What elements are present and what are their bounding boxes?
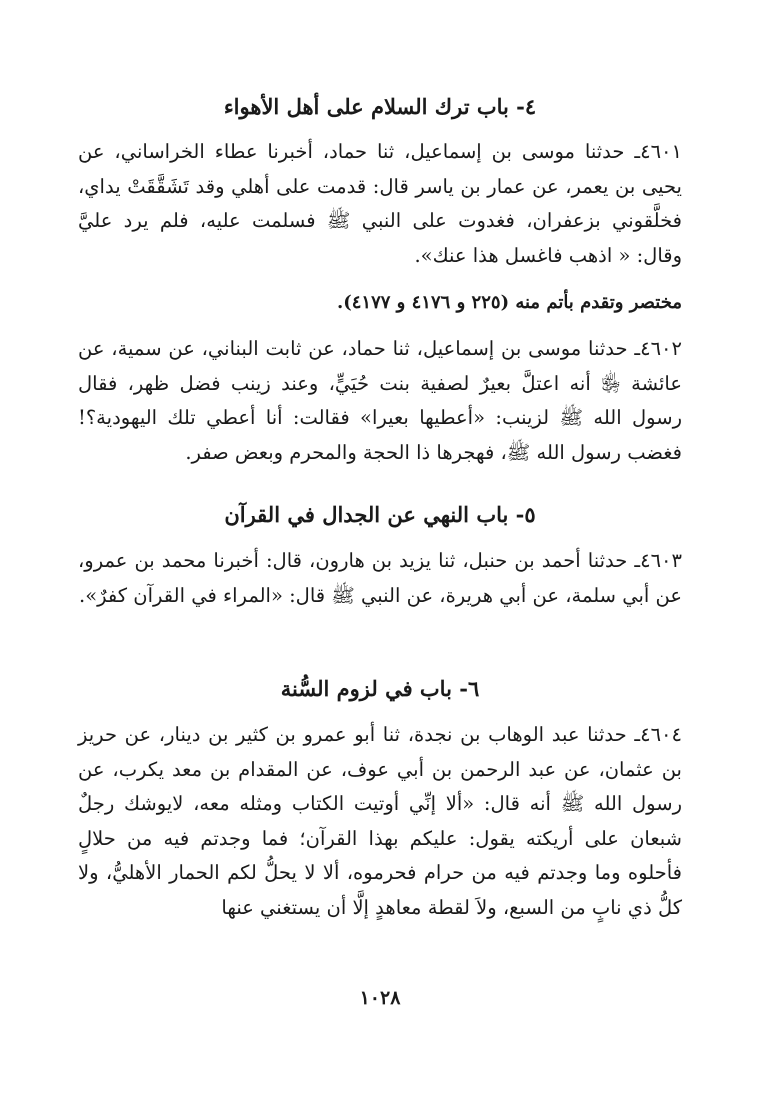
- hadith-4602: ٤٦٠٢ـ حدثنا موسى بن إسماعيل، ثنا حماد، عن ثابت البناني، عن سمية، عن عائشة ﵂ أنه اعتلَّ بعيرٌ لصفية بنت حُيَيٍّ، وعند زينب فضل ظهر، فقال رسول الله ﷺ لزينب: «أعطيها بعيرا» فقالت: أنا أعطي تلك اليهودية؟! فغضب رسول الله ﷺ، فهجرها ذا الحجة والمحرم وبعض صفر.: [78, 337, 682, 464]
- chapter-heading-6: ٦- باب في لزوم السُّنة: [280, 676, 480, 701]
- hadith-4603: ٤٦٠٣ـ حدثنا أحمد بن حنبل، ثنا يزيد بن هارون، قال: أخبرنا محمد بن عمرو، عن أبي سلمة، عن أبي هريرة، عن النبي ﷺ قال: «المراء في القرآن كفرٌ».: [78, 549, 682, 607]
- chapter-heading-5: ٥- باب النهي عن الجدال في القرآن: [224, 502, 536, 527]
- document-page: [78, 78, 682, 1038]
- page-number: ١٠٢٨: [359, 987, 401, 1009]
- hadith-4601-note: مختصر وتقدم بأتم منه (٢٢٥ و ٤١٧٦ و ٤١٧٧).: [336, 292, 682, 313]
- chapter-heading-4: ٤- باب ترك السلام على أهل الأهواء: [223, 94, 537, 119]
- hadith-4601: ٤٦٠١ـ حدثنا موسى بن إسماعيل، ثنا حماد، أخبرنا عطاء الخراساني، عن يحيى بن يعمر، عن عمار بن ياسر قال: قدمت على أهلي وقد تَشَقَّقَتْ يداي، فخلَّقوني بزعفران، فغدوت على النبي ﷺ فسلمت عليه، فلم يرد عليَّ وقال: « اذهب فاغسل هذا عنك».: [78, 140, 682, 267]
- hadith-4604: ٤٦٠٤ـ حدثنا عبد الوهاب بن نجدة، ثنا أبو عمرو بن كثير بن دينار، عن حريز بن عثمان، عن عبد الرحمن بن أبي عوف، عن المقدام بن معد يكرب، عن رسول الله ﷺ أنه قال: «ألا إنِّي أوتيت الكتاب ومثله معه، لايوشك رجلٌ شبعان على أريكته يقول: عليكم بهذا القرآن؛ فما وجدتم فيه من حلالٍ فأحلوه وما وجدتم فيه من حرام فحرموه، ألا لا يحلُّ لكم الحمار الأهليُّ، ولا كلُّ ذي نابٍ من السبع، ولاَ لقطة معاهدٍ إلَّا أن يستغني عنها: [78, 723, 682, 919]
